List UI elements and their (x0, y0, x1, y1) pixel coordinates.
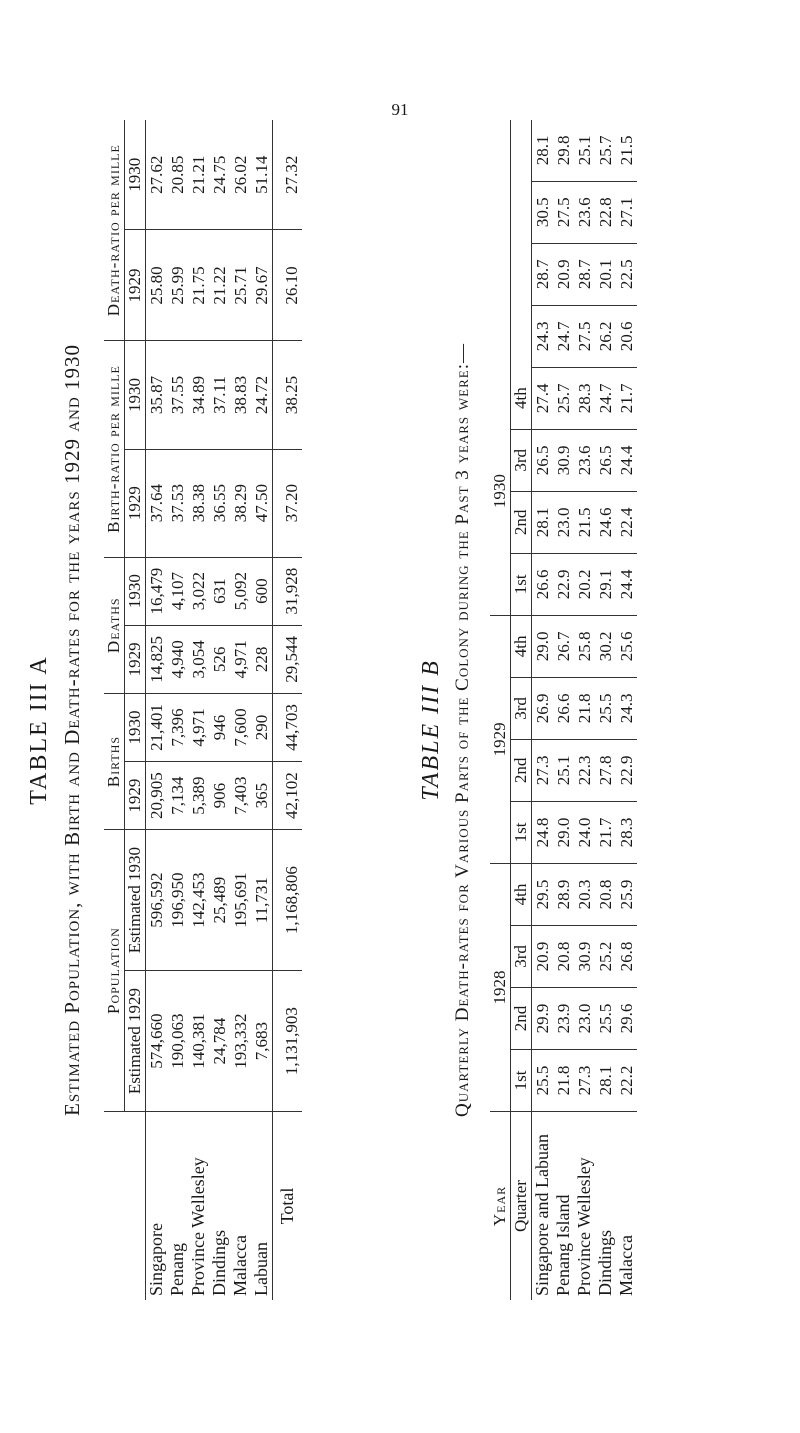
quarter-header: Quarter (511, 1180, 530, 1232)
deaths-1930-cell: 4,107 (167, 557, 188, 625)
quarter-3-header: 3rd (511, 429, 532, 491)
quarterly-rate-cell: 26.6 (553, 677, 574, 739)
quarterly-rate-cell: 20.8 (553, 925, 574, 987)
quarter-4-header: 4th (511, 367, 532, 429)
quarterly-rate-cell: 22.4 (616, 491, 637, 553)
table-row (616, 120, 637, 1300)
area-name: Dindings (595, 1229, 615, 1296)
pop-1930-cell: 195,691 (230, 830, 251, 971)
total-deaths-1930-cell: 31,928 (273, 557, 303, 625)
table-row (146, 120, 168, 1300)
quarterly-rate-cell: 28.9 (553, 863, 574, 925)
quarterly-rate-cell: 22.3 (574, 739, 595, 801)
quarterly-rate-cell: 23.0 (574, 987, 595, 1049)
quarterly-rate-cell: 24.0 (574, 801, 595, 863)
births-1930-cell: 946 (209, 693, 230, 761)
death-ratio-1930-cell: 51.14 (251, 120, 273, 230)
pop-1930-cell: 596,592 (146, 830, 168, 971)
deaths-1929-header: 1929 (125, 625, 146, 693)
quarterly-rate-cell: 23.9 (553, 987, 574, 1049)
births-header: Births (104, 693, 125, 829)
quarterly-rate-cell: 26.5 (595, 429, 616, 491)
quarterly-rate-cell: 28.1 (595, 1049, 616, 1111)
quarterly-rate-cell: 24.7 (595, 367, 616, 429)
quarter-4-header: 4th (511, 615, 532, 677)
deaths-1929-cell: 14,825 (146, 625, 168, 693)
quarterly-rate-cell: 20.8 (595, 863, 616, 925)
table-row (553, 120, 574, 1300)
births-1930-cell: 7,396 (167, 693, 188, 761)
births-1930-cell: 7,600 (230, 693, 251, 761)
quarter-3-header: 3rd (511, 925, 532, 987)
quarterly-rate-cell: 27.5 (574, 305, 595, 367)
quarterly-rate-cell: 20.1 (595, 243, 616, 305)
birth-ratio-1930-cell: 37.55 (167, 341, 188, 449)
table-row (251, 120, 273, 1300)
births-1930-header: 1930 (125, 693, 146, 761)
quarterly-death-rates-table (490, 120, 637, 1300)
quarterly-rate-cell: 21.5 (616, 120, 637, 181)
deaths-1929-cell: 4,940 (167, 625, 188, 693)
area-name: Province Wellesley (188, 1157, 208, 1296)
table-3a-subtitle: Estimated Population, with Birth and Death-rates for the years 1929 and 1930 (60, 344, 84, 1116)
death-ratio-1930-cell: 21.21 (188, 120, 209, 230)
total-pop-1929-cell: 1,131,903 (273, 971, 303, 1112)
total-pop-1930-cell: 1,168,806 (273, 830, 303, 971)
quarterly-rate-cell: 29.9 (532, 987, 554, 1049)
deaths-1929-cell: 228 (251, 625, 273, 693)
total-deaths-1929-cell: 29,544 (273, 625, 303, 693)
page-number: 91 (391, 100, 409, 119)
quarterly-rate-cell: 26.5 (532, 429, 554, 491)
pop-1930-cell: 11,731 (251, 830, 273, 971)
total-death-ratio-1930-cell: 27.32 (273, 120, 303, 230)
death-ratio-1929-cell: 25.99 (167, 230, 188, 341)
quarterly-rate-cell: 25.5 (532, 1049, 554, 1111)
quarterly-rate-cell: 22.8 (595, 181, 616, 243)
year-1928-header: 1928 (490, 863, 511, 1111)
quarterly-rate-cell: 22.2 (616, 1049, 637, 1111)
area-name: Malacca (616, 1235, 636, 1296)
quarterly-rate-cell: 27.1 (616, 181, 637, 243)
quarterly-rate-cell: 26.2 (595, 305, 616, 367)
quarterly-rate-cell: 26.8 (616, 925, 637, 987)
quarterly-rate-cell: 28.1 (532, 491, 554, 553)
quarterly-rate-cell: 25.9 (616, 863, 637, 925)
deaths-header: Deaths (104, 557, 125, 693)
births-1930-cell: 290 (251, 693, 273, 761)
quarterly-rate-cell: 27.3 (574, 1049, 595, 1111)
population-header: Population (104, 830, 125, 1112)
deaths-1930-cell: 600 (251, 557, 273, 625)
quarterly-rate-cell: 26.6 (532, 553, 554, 615)
quarterly-rate-cell: 25.2 (595, 925, 616, 987)
quarterly-rate-cell: 27.5 (553, 181, 574, 243)
pop-1929-header: Estimated 1929 (125, 971, 146, 1112)
quarterly-rate-cell: 25.5 (595, 987, 616, 1049)
pop-1929-cell: 193,332 (230, 971, 251, 1112)
table-row (532, 120, 554, 1300)
pop-1929-cell: 24,784 (209, 971, 230, 1112)
quarterly-rate-cell: 20.9 (553, 243, 574, 305)
quarterly-rate-cell: 23.6 (574, 181, 595, 243)
quarterly-rate-cell: 20.2 (574, 553, 595, 615)
birth-ratio-header: Birth-ratio per mille (104, 341, 125, 557)
pop-1929-cell: 574,660 (146, 971, 168, 1112)
table-row (188, 120, 209, 1300)
quarterly-rate-cell: 24.8 (532, 801, 554, 863)
total-label: Total (277, 1187, 297, 1225)
table-3a-title: TABLE III A (26, 655, 52, 805)
death-ratio-1929-cell: 29.67 (251, 230, 273, 341)
births-1929-cell: 7,134 (167, 762, 188, 830)
pop-1929-cell: 7,683 (251, 971, 273, 1112)
quarterly-rate-cell: 29.0 (553, 801, 574, 863)
area-name: Malacca (230, 1235, 250, 1296)
area-header (104, 1112, 146, 1301)
quarterly-rate-cell: 24.3 (532, 305, 554, 367)
quarterly-rate-cell: 21.7 (616, 367, 637, 429)
death-ratio-1930-cell: 24.75 (209, 120, 230, 230)
quarterly-rate-cell: 28.7 (574, 243, 595, 305)
quarterly-rate-cell: 25.6 (616, 615, 637, 677)
quarterly-rate-cell: 25.1 (574, 120, 595, 181)
birth-ratio-1929-cell: 38.38 (188, 449, 209, 557)
quarterly-rate-cell: 21.5 (574, 491, 595, 553)
quarter-3-header: 3rd (511, 677, 532, 739)
births-1930-cell: 4,971 (188, 693, 209, 761)
death-ratio-1929-header: 1929 (125, 230, 146, 341)
birth-ratio-1930-cell: 34.89 (188, 341, 209, 449)
births-1929-cell: 20,905 (146, 762, 168, 830)
total-births-1930-cell: 44,703 (273, 693, 303, 761)
birth-ratio-1930-cell: 37.11 (209, 341, 230, 449)
area-name: Singapore and Labuan (532, 1134, 552, 1296)
quarterly-rate-cell: 21.8 (574, 677, 595, 739)
quarter-2-header: 2nd (511, 987, 532, 1049)
quarterly-rate-cell: 22.9 (553, 553, 574, 615)
table-3b-title: TABLE III B (418, 659, 444, 801)
death-ratio-1929-cell: 21.22 (209, 230, 230, 341)
total-birth-ratio-1930-cell: 38.25 (273, 341, 303, 449)
birth-ratio-1929-cell: 37.53 (167, 449, 188, 557)
area-name: Dindings (209, 1229, 229, 1296)
quarterly-rate-cell: 25.5 (595, 677, 616, 739)
quarterly-rate-cell: 28.3 (616, 801, 637, 863)
table-row (209, 120, 230, 1300)
quarterly-rate-cell: 26.7 (553, 615, 574, 677)
table-row (230, 120, 251, 1300)
table-row (167, 120, 188, 1300)
birth-ratio-1929-header: 1929 (125, 449, 146, 557)
area-name: Singapore (146, 1223, 166, 1296)
quarterly-rate-cell: 24.4 (616, 553, 637, 615)
pop-1929-cell: 190,063 (167, 971, 188, 1112)
death-ratio-1929-cell: 25.71 (230, 230, 251, 341)
quarterly-rate-cell: 25.7 (595, 120, 616, 181)
quarterly-rate-cell: 24.3 (616, 677, 637, 739)
death-ratio-1929-cell: 25.80 (146, 230, 168, 341)
quarterly-rate-cell: 22.5 (616, 243, 637, 305)
quarterly-rate-cell: 23.6 (574, 429, 595, 491)
quarterly-rate-cell: 30.5 (532, 181, 554, 243)
pop-1930-header: Estimated 1930 (125, 830, 146, 971)
area-name: Labuan (251, 1242, 271, 1296)
deaths-1930-cell: 16,479 (146, 557, 168, 625)
quarterly-rate-cell: 24.7 (553, 305, 574, 367)
death-ratio-1930-header: 1930 (125, 120, 146, 230)
quarterly-rate-cell: 29.0 (532, 615, 554, 677)
quarterly-rate-cell: 28.1 (532, 120, 554, 181)
birth-ratio-1929-cell: 38.29 (230, 449, 251, 557)
quarterly-rate-cell: 30.9 (574, 925, 595, 987)
total-birth-ratio-1929-cell: 37.20 (273, 449, 303, 557)
birth-ratio-1930-cell: 38.83 (230, 341, 251, 449)
deaths-1929-cell: 526 (209, 625, 230, 693)
quarterly-rate-cell: 21.7 (595, 801, 616, 863)
pop-1930-cell: 142,453 (188, 830, 209, 971)
quarterly-rate-cell: 28.3 (574, 367, 595, 429)
area-name: Penang Island (553, 1194, 573, 1296)
death-ratio-1930-cell: 20.85 (167, 120, 188, 230)
death-ratio-1929-cell: 21.75 (188, 230, 209, 341)
quarter-1-header: 1st (511, 801, 532, 863)
births-1929-cell: 906 (209, 762, 230, 830)
deaths-1930-cell: 631 (209, 557, 230, 625)
deaths-1930-cell: 3,022 (188, 557, 209, 625)
birth-ratio-1930-cell: 35.87 (146, 341, 168, 449)
death-ratio-1930-cell: 27.62 (146, 120, 168, 230)
quarterly-rate-cell: 20.6 (616, 305, 637, 367)
quarterly-rate-cell: 27.4 (532, 367, 554, 429)
total-death-ratio-1929-cell: 26.10 (273, 230, 303, 341)
deaths-1930-cell: 5,092 (230, 557, 251, 625)
death-ratio-header: Death-ratio per mille (104, 120, 125, 341)
deaths-1929-cell: 3,054 (188, 625, 209, 693)
quarterly-rate-cell: 20.9 (532, 925, 554, 987)
year-header: Year (490, 1185, 509, 1227)
quarterly-rate-cell: 24.6 (595, 491, 616, 553)
pop-1930-cell: 196,950 (167, 830, 188, 971)
death-ratio-1930-cell: 26.02 (230, 120, 251, 230)
year-1930-header: 1930 (490, 367, 511, 615)
birth-ratio-1930-header: 1930 (125, 341, 146, 449)
quarterly-rate-cell: 21.8 (553, 1049, 574, 1111)
quarterly-rate-cell: 25.7 (553, 367, 574, 429)
total-row (273, 120, 303, 1300)
quarterly-rate-cell: 29.8 (553, 120, 574, 181)
area-name: Penang (167, 1243, 187, 1296)
quarterly-rate-cell: 25.8 (574, 615, 595, 677)
rotated-page-content (20, 80, 780, 1380)
area-name: Province Wellesley (574, 1157, 594, 1296)
quarterly-rate-cell: 22.9 (616, 739, 637, 801)
table-row (574, 120, 595, 1300)
total-births-1929-cell: 42,102 (273, 762, 303, 830)
quarter-2-header: 2nd (511, 739, 532, 801)
birth-ratio-1929-cell: 47.50 (251, 449, 273, 557)
quarter-4-header: 4th (511, 863, 532, 925)
year-1929-header: 1929 (490, 615, 511, 863)
quarter-1-header: 1st (511, 553, 532, 615)
quarterly-rate-cell: 26.9 (532, 677, 554, 739)
quarterly-rate-cell: 29.5 (532, 863, 554, 925)
birth-ratio-1929-cell: 36.55 (209, 449, 230, 557)
quarter-2-header: 2nd (511, 491, 532, 553)
pop-1930-cell: 25,489 (209, 830, 230, 971)
quarterly-rate-cell: 27.8 (595, 739, 616, 801)
quarterly-rate-cell: 29.6 (616, 987, 637, 1049)
births-1930-cell: 21,401 (146, 693, 168, 761)
quarterly-rate-cell: 27.3 (532, 739, 554, 801)
quarterly-rate-cell: 25.1 (553, 739, 574, 801)
pop-1929-cell: 140,381 (188, 971, 209, 1112)
quarter-1-header: 1st (511, 1049, 532, 1111)
quarterly-rate-cell: 24.4 (616, 429, 637, 491)
quarterly-rate-cell: 20.3 (574, 863, 595, 925)
quarterly-rate-cell: 23.0 (553, 491, 574, 553)
births-1929-cell: 7,403 (230, 762, 251, 830)
birth-ratio-1929-cell: 37.64 (146, 449, 168, 557)
births-1929-cell: 365 (251, 762, 273, 830)
deaths-1930-header: 1930 (125, 557, 146, 625)
quarterly-rate-cell: 30.2 (595, 615, 616, 677)
birth-ratio-1930-cell: 24.72 (251, 341, 273, 449)
table-row (595, 120, 616, 1300)
births-1929-cell: 5,389 (188, 762, 209, 830)
deaths-1929-cell: 4,971 (230, 625, 251, 693)
quarterly-rate-cell: 30.9 (553, 429, 574, 491)
quarterly-rate-cell: 29.1 (595, 553, 616, 615)
table-3b-subtitle: Quarterly Death-rates for Various Parts of the Colony during the Past 3 years were:— (452, 343, 473, 1118)
births-1929-header: 1929 (125, 762, 146, 830)
quarterly-rate-cell: 28.7 (532, 243, 554, 305)
population-births-deaths-table (104, 120, 302, 1300)
